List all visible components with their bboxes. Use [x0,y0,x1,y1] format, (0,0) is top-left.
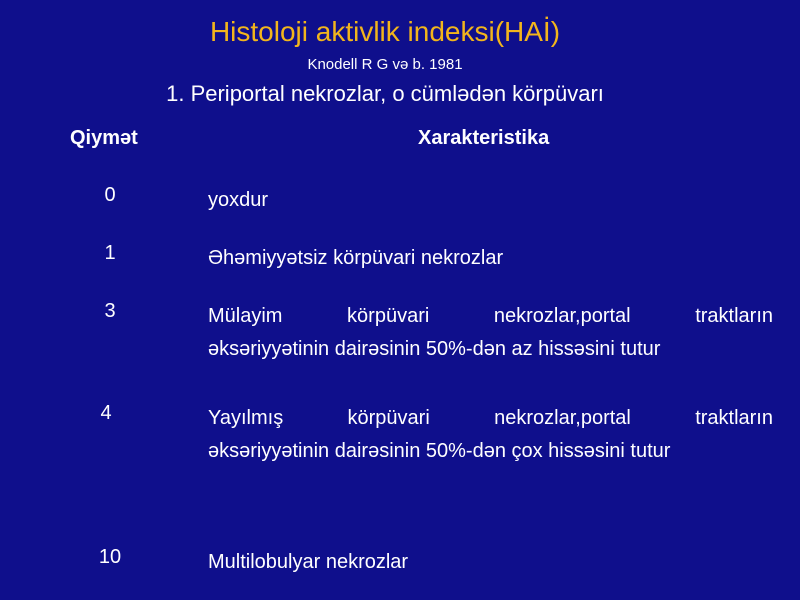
row-description-line2: əksəriyyətinin dairəsinin 50%-dən az hissəsini tutur [208,338,661,360]
section-heading: 1. Periportal nekrozlar, o cümlədən körpüvarı [166,81,604,106]
column-header-description: Xarakteristika [418,127,550,149]
row-score: 3 [104,300,116,322]
row-description: Multilobulyar nekrozlar [208,551,409,573]
row-description: yoxdur [208,189,269,211]
slide-subtitle: Knodell R G və b. 1981 [307,56,463,73]
row-score: 10 [98,546,122,568]
row-description: Əhəmiyyətsiz körpüvari nekrozlar [208,247,504,269]
slide-title: Histoloji aktivlik indeksi(HAİ) [209,16,561,47]
row-score: 4 [100,402,112,424]
row-score: 0 [104,184,116,206]
column-header-score: Qiymət [70,127,138,149]
row-description-line1: Yayılmış körpüvari nekrozlar,portal traktların [208,407,773,429]
row-description-line2: əksəriyyətinin dairəsinin 50%-dən çox hissəsini tutur [208,440,671,462]
row-description-line1: Mülayim körpüvari nekrozlar,portal traktların [208,305,773,327]
row-score: 1 [104,242,116,264]
